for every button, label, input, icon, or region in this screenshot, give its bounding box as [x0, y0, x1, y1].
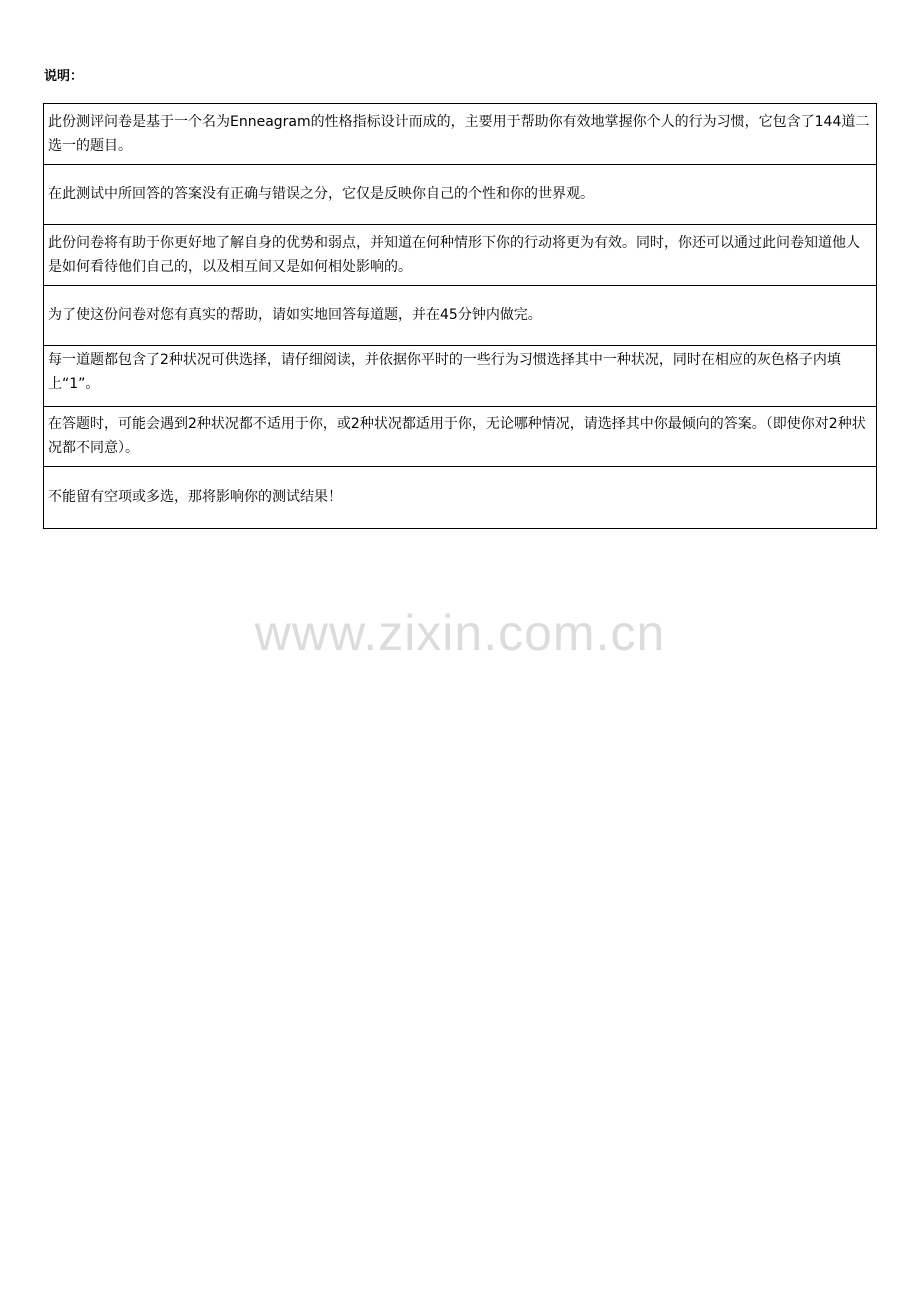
instruction-row-6 [44, 407, 876, 468]
instruction-text-6: 在答题时，可能会遇到2种状况都不适用于你，或2种状况都适用于你，无论哪种情况，请选择其中你最倾向的答案。（即使你对2种状况都不同意）。 [48, 416, 866, 457]
instructions-heading: 说明： [44, 69, 84, 84]
instruction-text-5: 每一道题都包含了2种状况可供选择，请仔细阅读，并依据你平时的一些行为习惯选择其中一种状况，同时在相应的灰色格子内填上“1”。 [48, 351, 841, 392]
instruction-text-2: 在此测试中所回答的答案没有正确与错误之分，它仅是反映你自己的个性和你的世界观。 [48, 186, 594, 203]
instruction-text-4: 为了使这份问卷对您有真实的帮助，请如实地回答每道题，并在45分钟内做完。 [48, 307, 542, 324]
instruction-row-2 [44, 165, 876, 226]
watermark-text: www.zixin.com.cn [254, 605, 666, 661]
instruction-row-3 [44, 225, 876, 286]
instruction-row-4 [44, 286, 876, 347]
instruction-row-5 [44, 346, 876, 407]
instruction-text-3: 此份问卷将有助于你更好地了解自身的优势和弱点，并知道在何种情形下你的行动将更为有效。同时，你还可以通过此问卷知道他人是如何看待他们自己的，以及相互间又是如何相处影响的。 [48, 234, 860, 275]
instruction-text-1: 此份测评问卷是基于一个名为Enneagram的性格指标设计而成的，主要用于帮助你有效地掌握你个人的行为习惯，它包含了144道二选一的题目。 [48, 113, 870, 154]
instructions-table [43, 103, 877, 529]
instruction-text-7: 不能留有空项或多选，那将影响你的测试结果！ [48, 489, 342, 506]
instruction-row-1 [44, 104, 876, 165]
instruction-row-7 [44, 467, 876, 528]
